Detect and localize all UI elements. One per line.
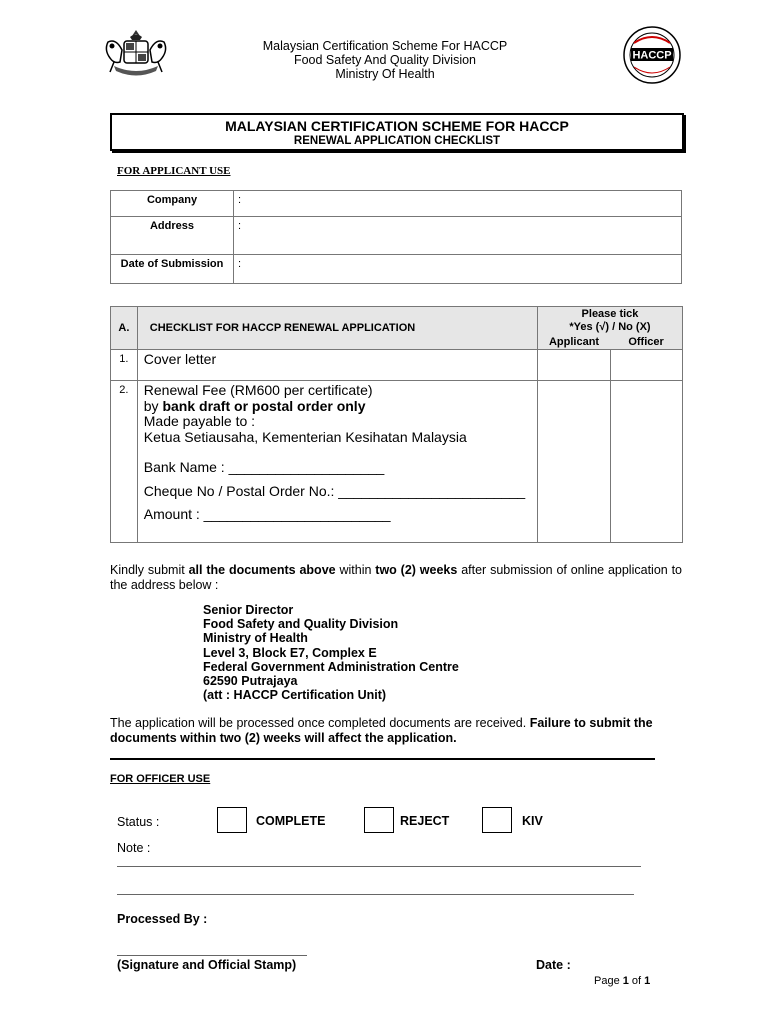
company-sep: :: [238, 194, 242, 206]
note-line-2[interactable]: [117, 894, 634, 895]
kiv-checkbox[interactable]: [482, 807, 512, 833]
signature-label: (Signature and Official Stamp): [117, 958, 297, 972]
address-label: Address: [111, 217, 234, 255]
company-row: [111, 191, 682, 217]
status-label: Status :: [117, 815, 160, 829]
haccp-certification-logo: [622, 25, 682, 85]
notice-part-1: The application will be processed once completed documents are received.: [110, 716, 530, 730]
signature-line[interactable]: [117, 955, 307, 956]
item-1-number: 1.: [111, 350, 138, 381]
submission-instruction: [110, 563, 682, 592]
company-field[interactable]: [234, 191, 682, 217]
bank-name-field[interactable]: Bank Name : ____________________: [143, 459, 385, 475]
item-2-content: [137, 381, 537, 543]
header-line-1: Malaysian Certification Scheme For HACCP: [262, 39, 508, 53]
item-1-officer-tick[interactable]: [610, 350, 682, 381]
instr-part-3: within: [335, 563, 376, 577]
officer-column-header: Officer: [610, 335, 682, 350]
item-2-line-2: [144, 399, 537, 415]
date-row: [111, 255, 682, 284]
item-2-line-2b: bank draft or postal order only: [162, 397, 366, 414]
item-1-text: Cover letter: [137, 350, 537, 381]
instr-part-4: two (2) weeks: [375, 563, 458, 577]
cheque-number-field[interactable]: Cheque No / Postal Order No.: ________________________: [143, 482, 526, 499]
processing-notice: [110, 716, 682, 745]
page-footer: [594, 975, 650, 987]
address-row: [111, 217, 682, 255]
address-line: (att : HACCP Certification Unit): [203, 688, 387, 703]
header-line-3: Ministry Of Health: [335, 67, 435, 81]
date-of-submission-label: Date of Submission: [111, 255, 234, 284]
address-line: Level 3, Block E7, Complex E: [203, 645, 377, 660]
section-divider: [110, 758, 655, 760]
please-tick-text: Please tick: [581, 308, 639, 320]
checklist-table: [110, 306, 683, 543]
item-2-officer-tick[interactable]: [610, 381, 682, 543]
checklist-header-row: [111, 307, 683, 336]
tick-instruction: [537, 307, 682, 336]
address-field[interactable]: [234, 217, 682, 255]
date-sep: :: [238, 258, 242, 270]
mailing-address: [203, 603, 459, 702]
header-line-2: Food Safety And Quality Division: [293, 53, 477, 67]
note-line-1[interactable]: [117, 866, 641, 867]
item-2-line-1: Renewal Fee (RM600 per certificate): [143, 382, 373, 398]
address-line: Food Safety and Quality Division: [203, 617, 399, 632]
checklist-item-2: [111, 381, 683, 543]
item-1-applicant-tick[interactable]: [537, 350, 610, 381]
amount-field[interactable]: Amount : ________________________: [143, 506, 391, 522]
item-2-line-3: Made payable to :: [143, 413, 256, 429]
date-label: Date :: [536, 958, 571, 972]
item-2-applicant-tick[interactable]: [537, 381, 610, 543]
section-label: A.: [111, 307, 138, 350]
tick-legend: *Yes (√) / No (X): [569, 321, 651, 333]
instr-part-1: Kindly submit: [110, 563, 189, 577]
address-line: Federal Government Administration Centre: [203, 659, 459, 674]
document-title: MALAYSIAN CERTIFICATION SCHEME FOR HACCP: [225, 118, 569, 134]
officer-use-heading: FOR OFFICER USE: [110, 773, 211, 785]
checklist-heading: CHECKLIST FOR HACCP RENEWAL APPLICATION: [137, 307, 537, 350]
notice-part-2: Failure to submit the documents within two (2) weeks will affect the application.: [110, 716, 653, 745]
address-line: Ministry of Health: [203, 631, 308, 646]
complete-checkbox[interactable]: [217, 807, 247, 833]
item-2-line-2a: by: [143, 397, 163, 414]
document-title-box: [110, 113, 684, 151]
address-line: 62590 Putrajaya: [203, 674, 298, 689]
applicant-column-header: Applicant: [537, 335, 610, 350]
reject-checkbox[interactable]: [364, 807, 394, 833]
date-of-submission-field[interactable]: [234, 255, 682, 284]
item-2-line-4: Ketua Setiausaha, Kementerian Kesihatan Malaysia: [143, 428, 467, 445]
haccp-logo-text: HACCP: [632, 49, 672, 62]
checklist-item-1: [111, 350, 683, 381]
instr-part-5: after submission of online application to the address below :: [110, 563, 683, 592]
item-2-number: 2.: [111, 381, 138, 543]
address-line: Senior Director: [203, 603, 294, 617]
complete-label: COMPLETE: [256, 814, 326, 828]
page-total: 1: [644, 975, 651, 987]
applicant-info-table: [110, 190, 682, 284]
page-number: 1: [622, 975, 629, 987]
reject-label: REJECT: [400, 814, 450, 828]
processed-by-label: Processed By :: [117, 912, 208, 926]
note-label: Note :: [117, 841, 151, 855]
page-word: Page: [594, 975, 623, 987]
of-word: of: [628, 975, 645, 987]
instr-part-2: all the documents above: [188, 563, 336, 577]
address-sep: :: [238, 220, 242, 232]
company-label: Company: [111, 191, 234, 217]
document-subtitle: RENEWAL APPLICATION CHECKLIST: [293, 135, 501, 147]
applicant-use-heading: FOR APPLICANT USE: [117, 165, 231, 177]
kiv-label: KIV: [522, 814, 543, 828]
